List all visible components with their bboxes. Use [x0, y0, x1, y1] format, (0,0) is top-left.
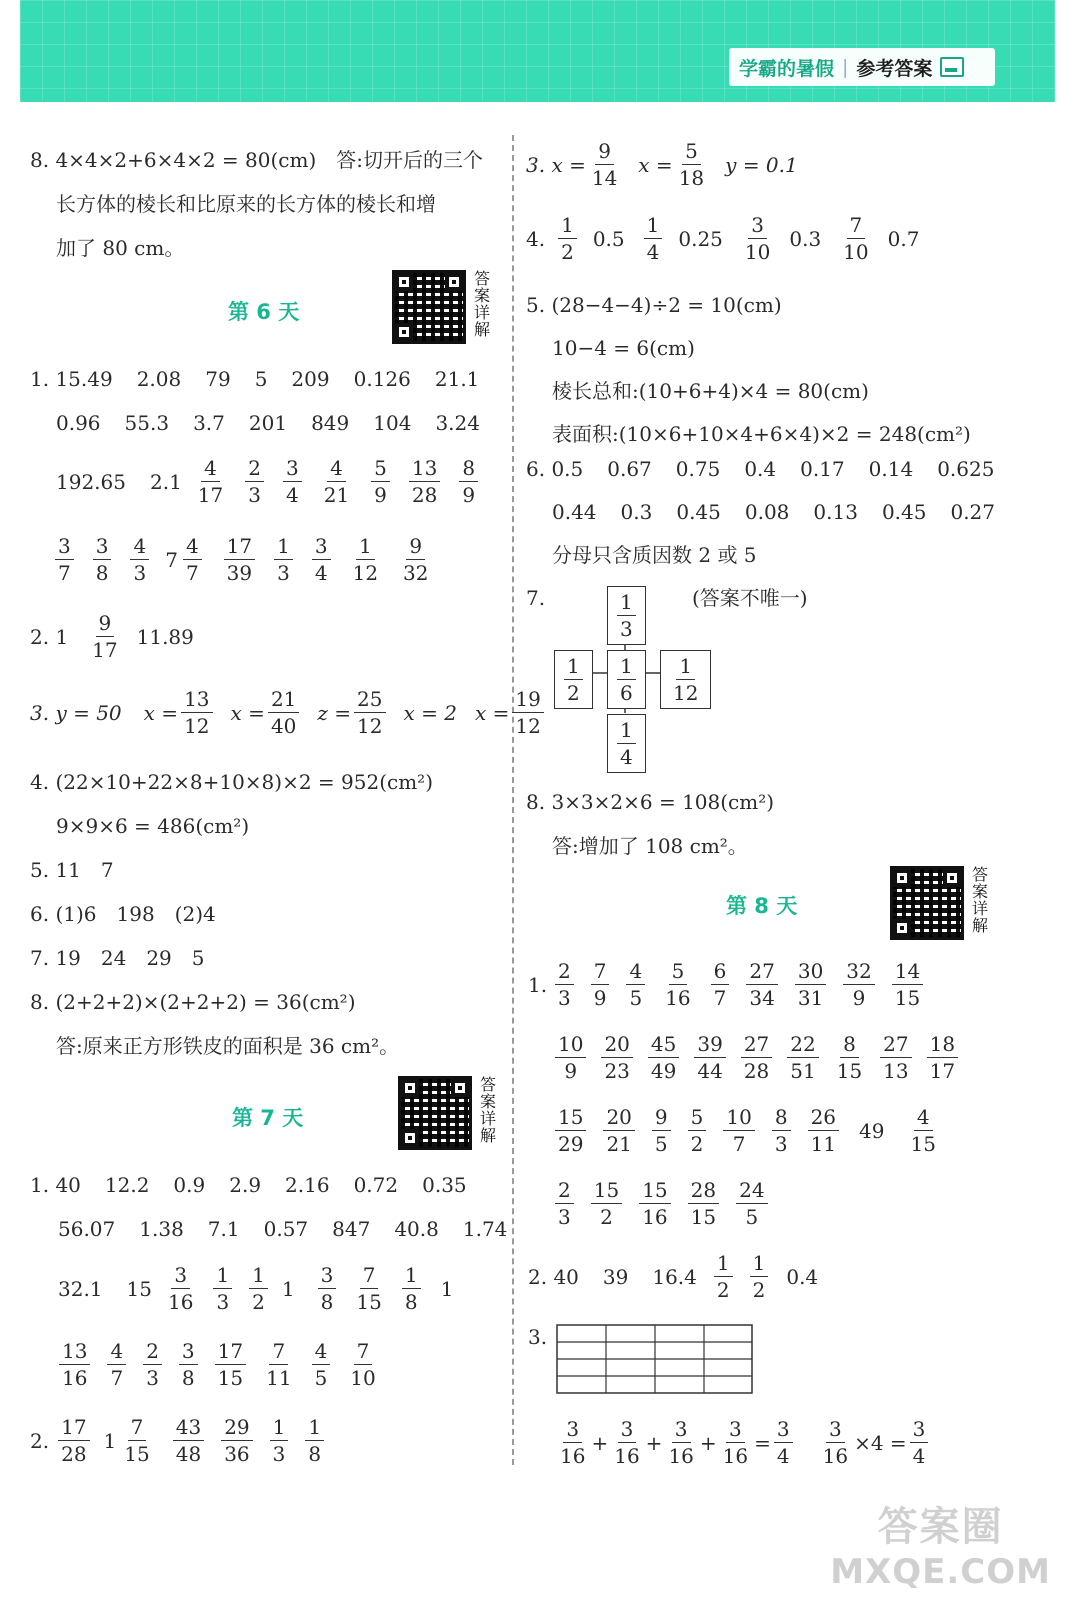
qr-code-day8[interactable] [890, 866, 964, 940]
day7-q1-row2: 56.07 1.38 7.1 0.57 847 40.8 1.74 [58, 1217, 508, 1241]
right-q7-label: 7. [526, 586, 546, 610]
day7-q1-row4: $\frac{13}{16}$ $\frac{4}{7}$ $\frac{2}{3}$ $\frac{3}{8}$ $\frac{17}{15}$ $\frac{7}{11}$ $\frac{4}{5}$ $\frac{7}{10}$ [56, 1338, 382, 1391]
watermark: 答案圈 MXQE.COM [830, 1504, 1051, 1592]
day8-q3-equation: $\frac{3}{16}$ + $\frac{3}{16}$ + $\frac{3}{16}$ + $\frac{3}{16}$ = $\frac{3}{4}$ $\frac{3}{16}$ ×4 = $\frac{3}{4}$ [554, 1416, 931, 1469]
grid-diagram [556, 1324, 754, 1396]
day6-q4-q8: 4. (22×10+22×8+10×8)×2 = 952(cm²) 9×9×6 = 486(cm²) 5. 11 7 6. (1)6 198 (2)4 7. 19 24 29 5 8. (2+2+2)×(2+2+2) = 36(cm²) 答:原来正方形铁皮的面积是 36 cm²。 [30, 770, 433, 1058]
right-q7-note: (答案不唯一) [692, 586, 808, 610]
brand-badge: 学霸的暑假 | 参考答案 [729, 48, 995, 86]
answers-title: 参考答案 [856, 57, 933, 80]
day8-q1-row4: $\frac{2}{3}$ $\frac{15}{2}$ $\frac{15}{16}$ $\frac{28}{15}$ $\frac{24}{5}$ [552, 1177, 771, 1230]
day8-title: 第 8 天 [726, 894, 798, 918]
column-divider [512, 135, 514, 1465]
cross-box-center: $\frac{1}{6}$ [607, 650, 646, 709]
day6-title: 第 6 天 [228, 300, 300, 324]
day7-q2: 2. $\frac{17}{28}$ 1 $\frac{7}{15}$ $\frac{43}{48}$ $\frac{29}{36}$ $\frac{1}{3}$ $\frac{1}{8}$ [30, 1414, 327, 1467]
cross-box-bottom: $\frac{1}{4}$ [607, 714, 646, 773]
right-q6-row2: 0.44 0.3 0.45 0.08 0.13 0.45 0.27 [552, 500, 995, 524]
day8-q1-row3: $\frac{15}{29}$ $\frac{20}{21}$ $\frac{9}{5}$ $\frac{5}{2}$ $\frac{10}{7}$ $\frac{8}{3}$ $\frac{26}{11}$ 49 $\frac{4}{15}$ [552, 1104, 942, 1157]
brand-title: 学霸的暑假 [739, 57, 835, 80]
qr-label-day8: 答案详解 [971, 865, 988, 935]
header-banner [20, 0, 1055, 102]
qr-label-day6: 答案详解 [473, 269, 490, 339]
day7-title: 第 7 天 [232, 1106, 304, 1130]
day8-q2: 2. 40 39 16.4 $\frac{1}{2}$ $\frac{1}{2}$ 0.4 [528, 1251, 819, 1302]
day6-q1-row2: 0.96 55.3 3.7 201 849 104 3.24 [56, 411, 480, 435]
qr-label-day7: 答案详解 [479, 1075, 496, 1145]
right-q6-note: 分母只含质因数 2 或 5 [552, 543, 757, 567]
cross-box-right: $\frac{1}{12}$ [660, 650, 711, 709]
day8-q3-label: 3. [528, 1325, 548, 1349]
day8-q1-row1: $\frac{2}{3}$ $\frac{7}{9}$ $\frac{4}{5}$ $\frac{5}{16}$ $\frac{6}{7}$ $\frac{27}{34}$ $\frac{30}{31}$ $\frac{32}{9}$ $\frac{14}{15}$ [552, 958, 926, 1011]
cross-box-top: $\frac{1}{3}$ [607, 586, 646, 645]
qr-code-day7[interactable] [398, 1076, 472, 1150]
right-q5: 5. (28−4−4)÷2 = 10(cm) 10−4 = 6(cm) 棱长总和:(10+6+4)×4 = 80(cm) 表面积:(10×6+10×4+6×4)×2 = 248(cm²) [526, 293, 971, 446]
cross-box-left: $\frac{1}{2}$ [554, 650, 593, 709]
right-q3: 3. x = $\frac{9}{14}$ x = $\frac{5}{18}$ y = 0.1 [526, 139, 798, 190]
right-q8: 8. 3×3×2×6 = 108(cm²) 答:增加了 108 cm²。 [526, 790, 775, 858]
day7-q1-row3: 32.1 15 $\frac{3}{16}$ $\frac{1}{3}$ $\frac{1}{2}$ 1 $\frac{3}{8}$ $\frac{7}{15}$ $\frac{1}{8}$ 1 [58, 1263, 454, 1314]
left-q8-answer: 8. 4×4×2+6×4×2 = 80(cm) 答:切开后的三个 长方体的棱长和比原来的长方体的棱长和增 加了 80 cm。 [30, 148, 484, 260]
right-q6-row1: 6. 0.5 0.67 0.75 0.4 0.17 0.14 0.625 [526, 457, 995, 481]
day6-q1-row4: $\frac{3}{7}$ $\frac{3}{8}$ $\frac{4}{3}$ 7 $\frac{4}{7}$ $\frac{17}{39}$ $\frac{1}{3}$ $\frac{3}{4}$ $\frac{1}{12}$ $\frac{9}{32}$ [52, 533, 435, 586]
day6-q2: 2. 1 $\frac{9}{17}$ 11.89 [30, 611, 194, 662]
right-q4: 4. $\frac{1}{2}$ 0.5 $\frac{1}{4}$ 0.25 $\frac{3}{10}$ 0.3 $\frac{7}{10}$ 0.7 [526, 213, 920, 264]
book-icon [940, 57, 964, 77]
day8-q1-row2: $\frac{10}{9}$ $\frac{20}{23}$ $\frac{45}{49}$ $\frac{39}{44}$ $\frac{27}{28}$ $\frac{22}{51}$ $\frac{8}{15}$ $\frac{27}{13}$ $\frac{18}{17}$ [552, 1031, 961, 1084]
day7-q1-row1: 1. 40 12.2 0.9 2.9 2.16 0.72 0.35 [30, 1173, 467, 1197]
day6-q3: 3. y = 50 x = $\frac{13}{12}$ x = $\frac{21}{40}$ z = $\frac{25}{12}$ x = 2 x = $\frac{19}{12}$ [30, 686, 547, 739]
day8-q1-label: 1. [528, 973, 548, 997]
day6-q1-row1: 1. 15.49 2.08 79 5 209 0.126 21.1 [30, 367, 480, 391]
day6-q1-row3: 192.65 2.1 $\frac{4}{17}$ $\frac{2}{3}$ $\frac{3}{4}$ $\frac{4}{21}$ $\frac{5}{9}$ $\frac{13}{28}$ $\frac{8}{9}$ [56, 455, 481, 508]
qr-code-day6[interactable] [392, 270, 466, 344]
